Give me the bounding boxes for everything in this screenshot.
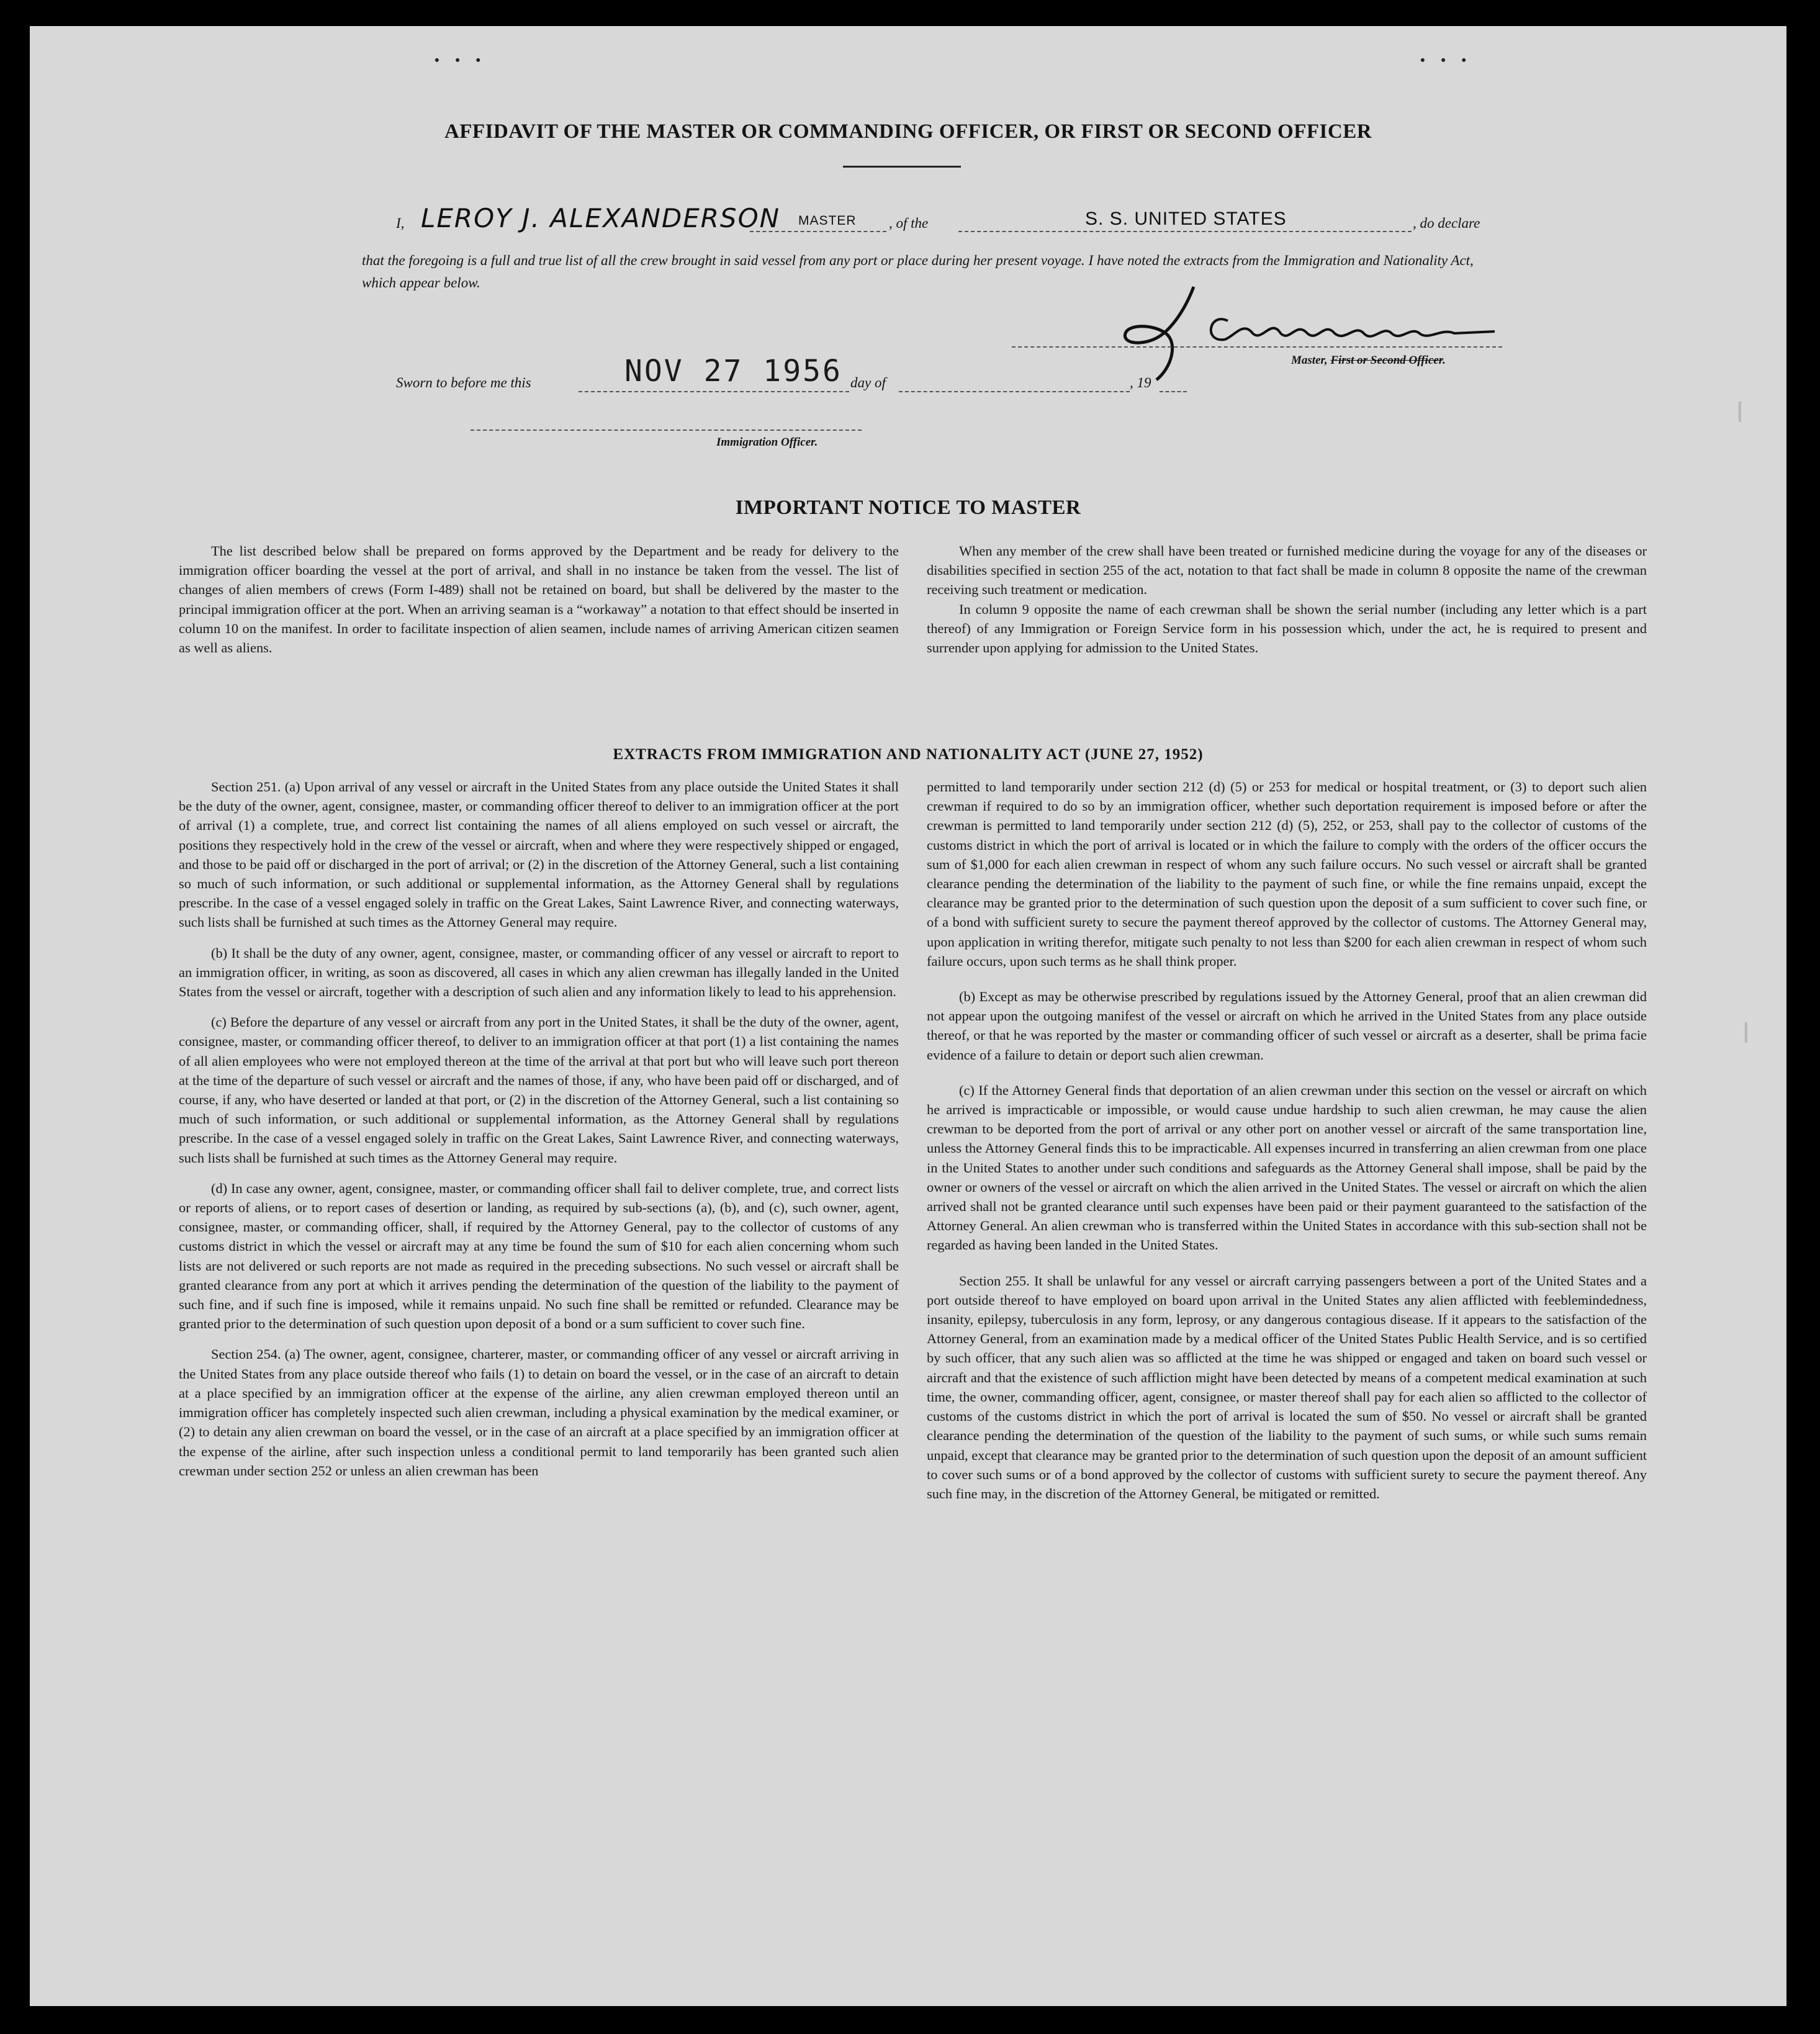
year-fill-line bbox=[1160, 391, 1187, 392]
section-254a: Section 254. (a) The owner, agent, consignee, charterer, master, or commanding officer of any vessel or aircraft arriving in the United States from any place outside thereof who fails (1) to detain on board the vessel, or in the case of an aircraft to detain at a place specified by an immigration officer at the expense of the airline, any alien crewman employed thereon until an immigration officer has completely inspected such alien crewman, including a physical examination by the medical examiner, or (2) to detain any alien crewman on board the vessel, or in the case of an aircraft at a place specified by an immigration officer at the expense of the airline, after such inspection unless a conditional permit to land temporarily has been granted such alien crewman under section 252 or unless an alien crewman has been bbox=[179, 1346, 899, 1478]
vessel-fill-line bbox=[958, 231, 1412, 232]
rank-fill-line bbox=[750, 231, 886, 232]
section-254a-continued: permitted to land temporarily under section 212 (d) (5) or 253 for medical or hospital treatment, or (3) to deport such alien crewman if required to do so by an immigration officer, whether such deportation requirement is imposed before or after the crewman is permitted to land temporarily under section 212 (d) (5), 252, or 253, shall pay to the collector of customs of the customs district in which the port of arrival is located or in which the failure to comply with the orders of the officer occurs the sum of $1,000 for each alien crewman in respect of whom any such failure occurs. No such vessel or aircraft shall be granted clearance pending the determination of the liability to the payment of such fine, or while the fine remains unpaid, except the clearance may be granted prior to the determination of such question upon the deposit of a sum sufficient to cover such fine, or of a bond with sufficient surety to secure the payment thereof approved by the collector of customs. The Attorney General may, upon application in writing therefor, mitigate such penalty to not less than $200 for each alien crewman in respect of whom such failure occurs, upon such terms as he shall think proper. bbox=[927, 779, 1647, 969]
master-label-end: . bbox=[1443, 354, 1446, 367]
extracts-title: EXTRACTS FROM IMMIGRATION AND NATIONALITY ACT (JUNE 27, 1952) bbox=[613, 746, 1204, 763]
immigration-officer-line bbox=[471, 430, 862, 431]
section-251b: (b) It shall be the duty of any owner, agent, consignee, master, or commanding officer of any vessel or aircraft to report to an immigration officer, in writing, as soon as discovered, all cases in which any alien crewman has illegally landed in the United States from the vessel or aircraft, together with a description of such alien and any information likely to lead to his apprehension. bbox=[179, 945, 899, 1000]
affidavit-statement: that the foregoing is a full and true list of all the crew brought in said vessel from any port or place during her present voyage. I have noted the extracts from the Immigration and Nationality Act, which appear below. bbox=[362, 253, 1474, 290]
notice-right-column bbox=[927, 541, 1647, 657]
affidavit-prefix: I, bbox=[396, 215, 405, 231]
notice-left-column bbox=[179, 541, 899, 657]
immigration-officer-label: Immigration Officer. bbox=[716, 436, 818, 449]
master-label-text: Master, bbox=[1291, 354, 1331, 367]
section-251a: Section 251. (a) Upon arrival of any vessel or aircraft in the United States from any place outside the United States it shall be the duty of the owner, agent, consignee, master, or commanding officer thereof to deliver to an immigration officer at the port of arrival (1) a complete, true, and correct list containing the names of all aliens employed on such vessel or aircraft, the positions they respectively hold in the crew of the vessel or aircraft, when and where they were respectively shipped or engaged, and those to be paid off or discharged in the port of arrival; or (2) in the discretion of the Attorney General, such a list containing so much of such information, or such additional or supplemental information, as the Attorney General shall by regulations prescribe. In the case of a vessel engaged solely in traffic on the Great Lakes, Saint Lawrence River, and connecting waterways, such lists shall be furnished at such times as the Attorney General may require. bbox=[179, 779, 899, 930]
scan-speck-right: • • • bbox=[1420, 52, 1473, 68]
year-prefix-label: , 19 bbox=[1130, 375, 1151, 390]
bleed-through-mark: | bbox=[1737, 398, 1743, 422]
extracts-left-column bbox=[179, 777, 899, 1492]
affidavit-title: AFFIDAVIT OF THE MASTER OR COMMANDING OFFICER, OR FIRST OR SECOND OFFICER bbox=[444, 120, 1372, 143]
signature-line bbox=[1012, 346, 1502, 348]
section-251c: (c) Before the departure of any vessel or aircraft from any port in the United States, it shall be the duty of the owner, agent, consignee, master, or commanding officer thereof, to deliver to an immigration officer at that port (1) a list containing the names of all alien employees who were not employed thereon at the time of the arrival at that port but who will leave such port thereon at the time of the departure of such vessel or aircraft and the names of those, if any, who have been paid off or discharged, and of course, if any, who have deserted or landed at that port, or (2) in the discretion of the Attorney General, such a list containing so much of such information, or such additional or supplemental information, as the Attorney General shall by regulations prescribe. In the case of a vessel engaged solely in traffic on the Great Lakes, Saint Lawrence River, and connecting waterways, such lists shall be furnished at such times as the Attorney General may require. bbox=[179, 1014, 899, 1166]
scan-speck-left: • • • bbox=[435, 52, 487, 68]
notice-paragraph: The list described below shall be prepared on forms approved by the Department and be ready for delivery to the immigration officer boarding the vessel at the port of arrival, and shall in no instance be taken from the vessel. The list of changes of alien members of crews (Form I-489) shall not be retained on board, but shall be delivered by the master to the principal immigration officer at the port. When an arriving seaman is a “workaway” a notation to that effect should be inserted in column 10 on the manifest. In order to facilitate inspection of alien seamen, include names of arriving American citizen seamen as well as aliens. bbox=[179, 543, 899, 656]
master-rank: MASTER bbox=[798, 214, 857, 228]
day-of-label: day of bbox=[850, 375, 886, 390]
notice-title: IMPORTANT NOTICE TO MASTER bbox=[735, 497, 1081, 519]
section-251d: (d) In case any owner, agent, consignee, master, or commanding officer shall fail to deliver complete, true, and correct lists or reports of aliens, or to report cases of desertion or landing, as required by sub-sections (a), (b), and (c), such owner, agent, consignee, master, or commanding officer, shall, if required by the Attorney General, pay to the collector of customs of any customs district in which the vessel or aircraft may at any time be found the sum of $10 for each alien concerning whom such lists are not delivered or such reports are not made as required in the preceding subsections. No such vessel or aircraft shall be granted clearance from any port at which it arrives pending the determination of the question of the liability to the payment of such fine, and if such fine is imposed, while it remains unpaid. No such fine shall be remitted or refunded. Clearance may be granted prior to the determination of such question upon deposit of a bond or a sum sufficient to cover such fine. bbox=[179, 1180, 899, 1332]
of-the-label: , of the bbox=[889, 215, 929, 231]
notice-paragraph: In column 9 opposite the name of each crewman shall be shown the serial number (including any letter which is a part thereof) of any Immigration or Foreign Service form in his possession which, under the act, he is required to present and surrender upon applying for admission to the United States. bbox=[927, 601, 1647, 656]
document-page bbox=[30, 26, 1786, 2006]
do-declare-label: , do declare bbox=[1413, 215, 1480, 231]
title-underline bbox=[843, 166, 961, 168]
master-signature-label bbox=[1291, 354, 1446, 367]
master-signature bbox=[1110, 274, 1507, 386]
month-fill-line bbox=[899, 391, 1130, 392]
sworn-date-fill-line bbox=[579, 391, 849, 392]
bleed-through-mark: | bbox=[1743, 1019, 1749, 1043]
notice-paragraph: When any member of the crew shall have been treated or furnished medicine during the voyage for any of the diseases or disabilities specified in section 255 of the act, notation to that fact shall be made in column 8 opposite the name of the crewman receiving such treatment or medication. bbox=[927, 543, 1647, 598]
sworn-date-stamp: NOV 27 1956 bbox=[624, 354, 842, 389]
vessel-name: S. S. UNITED STATES bbox=[1085, 209, 1287, 229]
section-254c: (c) If the Attorney General finds that deportation of an alien crewman under this section on the vessel or aircraft on which he arrived is impracticable or impossible, or would cause undue hardship to such alien crewman, he may cause the alien crewman to be deported from the port of arrival or any other port on another vessel or aircraft of the same transportation line, unless the Attorney General finds this to be impracticable. All expenses incurred in transferring an alien crewman from one place in the United States to another under such conditions and safeguards as the Attorney General shall impose, shall be paid by the owner or owners of the vessel or aircraft on which the alien arrived in the United States. The vessel or aircraft on which the alien arrived shall not be granted clearance until such expenses have been paid or their payment guaranteed to the satisfaction of the Attorney General. An alien crewman who is transferred within the United States in accordance with this sub-section shall not be regarded as having been landed in the United States. bbox=[927, 1082, 1647, 1253]
extracts-right-column bbox=[927, 777, 1647, 1514]
section-255: Section 255. It shall be unlawful for any vessel or aircraft carrying passengers between a port of the United States and a port outside thereof to have employed on board upon arrival in the United States any alien afflicted with feeblemindedness, insanity, epilepsy, tuberculosis in any form, leprosy, or any dangerous contagious disease. If it appears to the satisfaction of the Attorney General, from an examination made by a medical officer of the United States Public Health Service, and is so certified by such officer, that any such alien was so afflicted at the time he was shipped or engaged and taken on board such vessel or aircraft and that the existence of such affliction might have been detected by means of a competent medical examination at such time, the owner, commanding officer, agent, consignee, or master thereof shall pay for each alien so afflicted to the collector of customs of the customs district in which the port of arrival is located the sum of $50. No vessel or aircraft shall be granted clearance pending the determination of the question of the liability to the payment of such sums, or while such sums remain unpaid, except that clearance may be granted prior to the determination of such question upon the deposit of an amount sufficient to cover such sums or of a bond approved by the collector of customs with sufficient surety to secure the payment thereof. Any such fine may, in the discretion of the Attorney General, be mitigated or remitted. bbox=[927, 1272, 1647, 1501]
section-254b: (b) Except as may be otherwise prescribed by regulations issued by the Attorney General, proof that an alien crewman did not appear upon the outgoing manifest of the vessel or aircraft on which he arrived in the United States from any place outside thereof, or that he was reported by the master or commanding officer of such vessel or aircraft as a deserter, shall be prima facie evidence of a failure to detain or deport such alien crewman. bbox=[927, 989, 1647, 1063]
struck-officer-text: First or Second Officer bbox=[1330, 354, 1443, 367]
sworn-label: Sworn to before me this bbox=[396, 375, 531, 390]
master-name-handwritten: LEROY J. ALEXANDERSON bbox=[421, 203, 781, 233]
